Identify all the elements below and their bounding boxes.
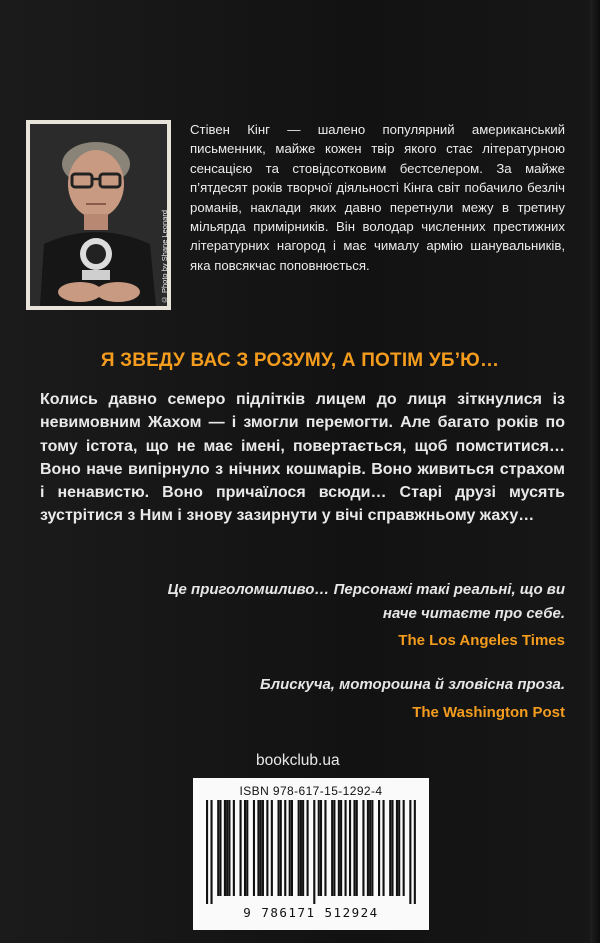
review-quote: Блискуча, моторошна й зловісна проза.: [259, 676, 565, 693]
barcode-digits: 9 786171 512924: [243, 905, 379, 920]
author-bio: Стівен Кінг — шалено популярний американський письменник, майже кожен твір якого стає літературною сенсацією та стовідсотковим бестселером. За майже п’ятдесят років творчої діяльності Кінга світ побачило безліч романів, наклади яких давно перетнули межу в третину мільярда примірників. Він володар численних престижних літературних нагород і має чималу армію шанувальників, яка повсякчас поповнюється.: [190, 122, 565, 273]
barcode-icon: [206, 800, 416, 904]
publisher-website: bookclub.ua: [256, 752, 340, 769]
review-source: The Washington Post: [412, 704, 565, 721]
isbn-text: ISBN 978-617-15-1292-4: [239, 784, 383, 798]
portrait-illustration: [30, 124, 167, 306]
review-quote: Це приголомшливо… Персонажі такі реальні, що ви наче читаєте про себе.: [167, 581, 565, 622]
book-blurb: Колись давно семеро підлітків лицем до лиця зіткнулися із невимовним Жахом — і змогли перемогти. Але багато років по тому істота, що не має імені, повертається, щоб помститися… Воно наче випірнуло з нічних кошмарів. Воно живиться страхом і ненавистю. Воно причаїлося всюди… Старі друзі мусять зустрітися з Ним і знову зазирнути у вічі справжньому жаху…: [40, 391, 565, 525]
spine-edge: [590, 0, 600, 943]
barcode-label: [193, 778, 429, 930]
photo-credit: © Photo by Shane Leonard: [160, 209, 169, 304]
tagline-headline: Я ЗВЕДУ ВАС З РОЗУМУ, А ПОТІМ УБ’Ю…: [100, 350, 500, 371]
review-source: The Los Angeles Times: [398, 632, 565, 649]
author-photo: [26, 120, 171, 310]
author-portrait: [30, 124, 167, 306]
